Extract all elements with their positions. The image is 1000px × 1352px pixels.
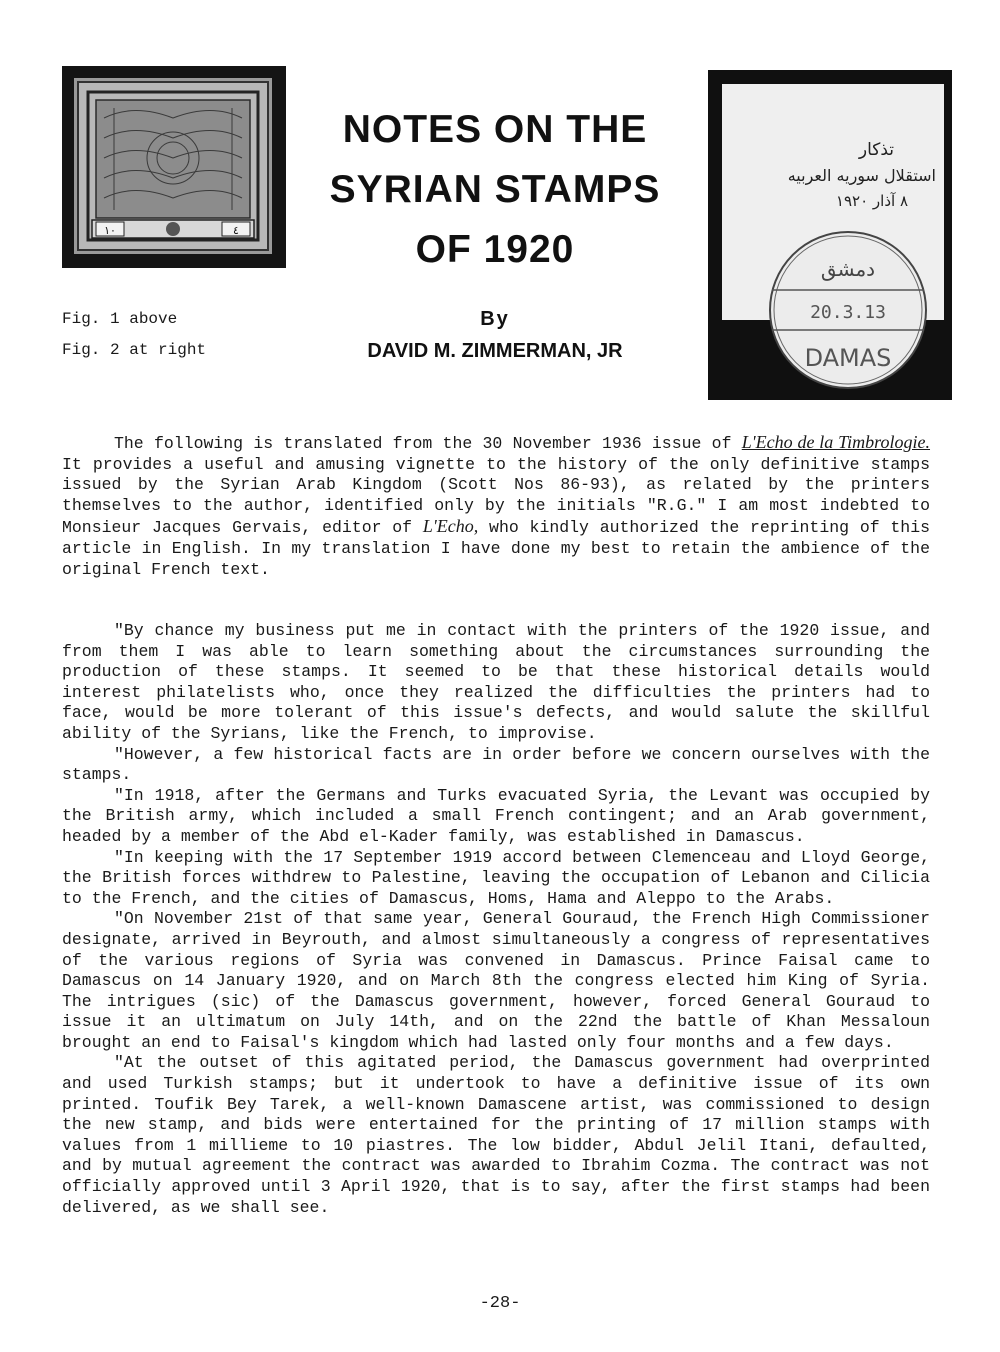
intro-publication-title: L'Echo de la Timbrologie. — [741, 432, 931, 452]
intro-paragraph — [62, 432, 930, 580]
body-paragraph: "However, a few historical facts are in order before we concern ourselves with the stamps. — [62, 744, 930, 785]
intro-text-after: who kindly authorized the reprinting of this article in English. In my translation I have done my best to retain the ambience of the original French text. — [62, 518, 931, 579]
caption-fig-2: Fig. 2 at right — [62, 341, 207, 359]
postmark-date: 20.3.13 — [810, 302, 886, 323]
overprint-line-2: استقلال سوريه العربيه — [787, 166, 936, 185]
body-paragraph: "At the outset of this agitated period, the Damascus government had overprinted and used Turkish stamps; but it undertook to have a definitive issue of its own printed. Toufik Bey Tarek, a well-known Damascene artist, was commissioned to design the new stamp, and bids were entertained for the printing of 17 million stamps with values from 1 millieme to 10 piastres. The low bidder, Abdul Jelil Itani, defaulted, and by mutual agreement the contract was awarded to Ibrahim Cozma. The contract was not officially approved until 3 April 1920, that is to say, after the first stamps had been delivered, as we shall see. — [62, 1053, 930, 1217]
postmark-arabic: دمشق — [820, 257, 876, 281]
figure-2-postmark-image — [708, 70, 952, 400]
stamp-value-right: ٤ — [233, 224, 239, 237]
postmark-city: DAMAS — [804, 344, 892, 372]
byline-author: DAVID M. ZIMMERMAN, JR — [367, 340, 623, 362]
body-paragraph: "By chance my business put me in contact with the printers of the 1920 issue, and from them I was able to learn something about the circumstances surrounding the production of these stamps. It seemed to be that these historical details would interest philatelists who, once they realized the difficulties the printers had to face, would be more tolerant of this issue's defects, and would salute the skillful ability of the Syrians, like the French, to improvise. — [62, 621, 930, 743]
stamp-face — [74, 78, 272, 254]
byline-by: By — [480, 308, 510, 330]
body-paragraph: "On November 21st of that same year, General Gouraud, the French High Commissioner designate, arrived in Beyrouth, and almost simultaneously a congress of representatives of the various regions of Syria was convened in Damascus. Prince Faisal came to Damascus on 14 January 1920, and on March 8th the congress elected him King of Syria. The intrigues (sic) of the Damascus government, however, forced General Gouraud to issue it an ultimatum on July 14th, and on the 22nd the battle of Khan Messaloun brought an end to Faisal's kingdom which had lasted only four months and a few days. — [62, 909, 930, 1052]
body-paragraph: "In 1918, after the Germans and Turks evacuated Syria, the Levant was occupied by the British army, which included a small French contingent; and an Arab government, headed by a member of the Abd el-Kader family, was established in Damascus. — [62, 785, 930, 846]
caption-fig-1: Fig. 1 above — [62, 310, 178, 328]
intro-publication-short: L'Echo, — [422, 516, 479, 537]
article-body — [62, 621, 930, 1218]
title-line-3: OF 1920 — [415, 228, 575, 271]
title-line-1: NOTES ON THE — [342, 108, 648, 151]
postmark-cancel — [748, 220, 952, 400]
overprint-line-3: ٨ آذار ١٩٢٠ — [835, 192, 908, 210]
stamp-ornament — [74, 78, 272, 254]
overprint-line-1: تذكار — [858, 140, 894, 160]
page-number: -28- — [479, 1294, 521, 1313]
title-line-2: SYRIAN STAMPS — [329, 168, 661, 211]
intro-text-middle: It provides a useful and amusing vignette to the history of the only definitive stamps issued by the Syrian Arab Kingdom (Scott Nos 86-93), as related by the printers themselves to the author, identified only by the initials "R.G." I am most indebted to Monsieur Jacques Gervais, editor of — [62, 454, 930, 538]
intro-text-before: The following is translated from the 30 November 1936 issue of — [114, 434, 732, 453]
body-paragraph: "In keeping with the 17 September 1919 accord between Clemenceau and Lloyd George, the British forces withdrew to Palestine, leaving the occupation of Lebanon and Cilicia to the French, and the cities of Damascus, Homs, Hama and Aleppo to the Arabs. — [62, 847, 930, 908]
stamp-value-left: ١٠ — [104, 224, 116, 237]
article-title — [300, 100, 690, 280]
figure-1-stamp-image — [62, 66, 286, 268]
